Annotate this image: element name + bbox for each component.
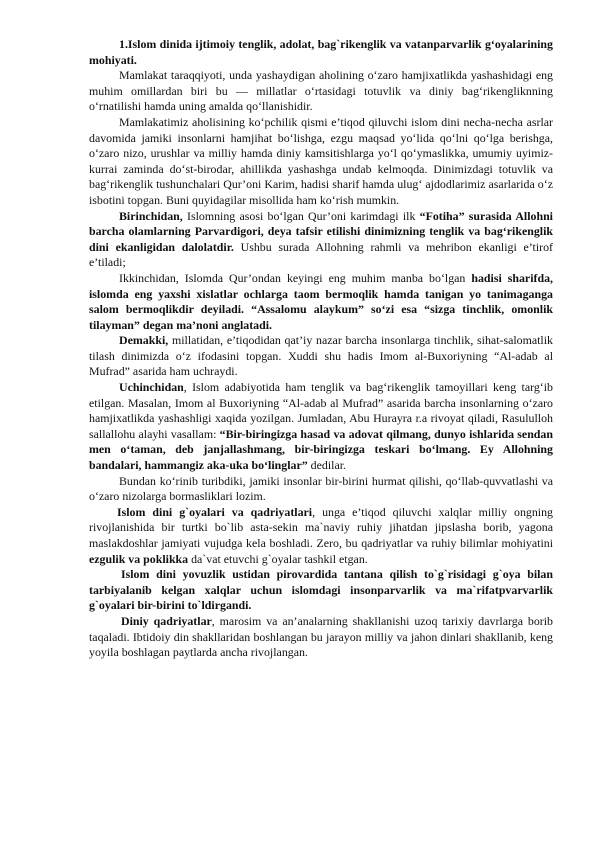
text-run: Mamlakat taraqqiyoti, unda yashaydigan aholining o‘zaro hamjixatlikda yashashidagi eng muhim omillardan biri bu — millatlar o‘rtasidagi totuvlik va diniy bag‘rikengliknning o‘rnatilishi hamda uning amalda qo‘llanishidir.: [89, 68, 553, 114]
bold-text-run: Diniy qadriyatlar: [121, 613, 212, 628]
para-2: [89, 115, 553, 209]
para-1: [89, 68, 553, 115]
text-run: Ikkinchidan, Islomda Qur’ondan keyingi eng muhim manba bo‘lgan: [119, 270, 472, 285]
bold-text-run: Islom dini yovuzlik ustidan pirovardida tantana qilish to`g`risidagi g`oya bilan tarbiyalanib kelgan xalqlar uchun islomdagi insonparvarlik va ma`rifatpvarvarlik g`oyalari bir-birini to`ldirgandi.: [89, 567, 553, 613]
bold-text-run: “Fotiha” surasida Allohni barcha olamlarning Parvardigori, deya tafsir etilishi dinimizning tenglik va bag‘rikenglik dini ekanligidan dalolatdir.: [89, 208, 553, 254]
bold-text-run: Uchinchidan: [119, 380, 184, 395]
para-5: [89, 333, 553, 380]
para-3: [89, 209, 553, 271]
bold-text-run: hadisi sharifda, islomda eng yaxshi xislatlar ochlarga taom bermoqlik hamda tanigan yo tanimaganga salom bermoqlikdir deyiladi. “Assalomu alaykum” so‘zi esa “sizga tinchlik, omonlik tilayman” degan ma’noni anglatadi.: [89, 270, 553, 332]
text-run: , marosim va an’analarning shakllanishi uzoq tarixiy davrlarga borib taqaladi. Ibtidoiy din shakllaridan boshlangan bu jarayon milliy va jahon dinlari shakllanib, keng yoyila boshlagan paytlarda ancha rivojlangan.: [89, 613, 553, 660]
text-run: Bundan ko‘rinib turibdiki, jamiki insonlar bir-birini hurmat qilishi, qo‘llab-quvvatlashi va o‘zaro nizolarga bormasliklari lozim.: [89, 473, 553, 504]
bold-text-run: Demakki,: [119, 333, 169, 348]
bold-text-run: Birinchidan,: [119, 208, 183, 223]
para-9: [89, 567, 553, 614]
text-run: , unga e’tiqod qiluvchi xalqlar milliy ongning rivojlanishida bir turtki bo`lib asta-sekin ma`naviy ruhiy jihatdan jipslasha borib, yagona maslakdoshlar jamiyati vujudga kela boshladi. Zero, bu qadriyatlar va ruhiy bilimlar mohiyatini: [89, 504, 553, 550]
text-run: dedilar.: [307, 458, 347, 473]
bold-text-run: ezgulik va poklikka: [89, 551, 189, 566]
bold-text-run: “Bir-biringizga hasad va adovat qilmang, dunyo ishlarida sendan men o‘taman, deb janjallashmang, bir-biringizga teskari bo‘lmang. Ey Allohning bandalari, hammangiz aka-uka bo‘linglar”: [89, 426, 553, 473]
text-run: millatidan, e’tiqodidan qat’iy nazar barcha insonlarga tinchlik, sihat-salomatlik tilash dinimizda o‘z ifodasini topgan. Xuddi shu hadis Imom al-Buxoriyning “Al-adab al Mufrad” asarida ham uchraydi.: [89, 333, 553, 379]
para-6: [89, 380, 553, 474]
text-run: Mamlakatimiz aholisining ko‘pchilik qismi e’tiqod qiluvchi islom dini necha-necha asrlar davomida jamiki insonlarni hamjihat bo‘lishga, ezgu maqsad yo‘lida qo‘lni qo‘lga berishga, o‘zaro nizo, urushlar va milliy hamda diniy kamsitishlarga yo‘l qo‘ymaslikka, umumiy uyimiz-kurrai zaminda do‘st-birodar, ahillikda yashashga undab kelmoqda. Dinimizdagi totuvlik va bag‘rikenglik tushunchalari Qur’oni Karim, hadisi sharif hamda ulug‘ ajdodlarimiz asarlarida o‘z isbotini topgan. Buni quyidagilar misollida ham ko‘rish mumkin.: [89, 114, 553, 207]
para-4: [89, 271, 553, 333]
para-8: [89, 505, 553, 567]
text-run: Islomning asosi bo‘lgan Qur’oni karimdagi ilk: [182, 208, 420, 223]
para-10: [89, 614, 553, 661]
section-heading: [89, 37, 553, 68]
text-run: Ushbu surada Allohning rahmli va mehribon ekanligi e’tirof e’tiladi;: [89, 239, 553, 270]
text-run: da`vat etuvchi g`oyalar tashkil etgan.: [188, 551, 368, 566]
para-7: [89, 474, 553, 505]
bold-text-run: Islom dini g`oyalari va qadriyatlari: [117, 504, 313, 519]
text-run: , Islom adabiyotida ham tenglik va bag‘rikenglik tamoyillari keng targ‘ib etilgan. Masalan, Imom al Buxoriyning “Al-adab al Mufrad” asarida barcha insonlarning o‘zaro hamjixatlikda yashashligi xaqida yozilgan. Jumladan, Abu Hurayra r.a rivoyat qiladi, Rasululloh sallallohu alayhi vasallam:: [89, 380, 553, 441]
bold-text-run: 1.Islom dinida ijtimoiy tenglik, adolat, bag`rikenglik va vatanparvarlik g‘oyalarining mohiyati.: [89, 37, 553, 67]
